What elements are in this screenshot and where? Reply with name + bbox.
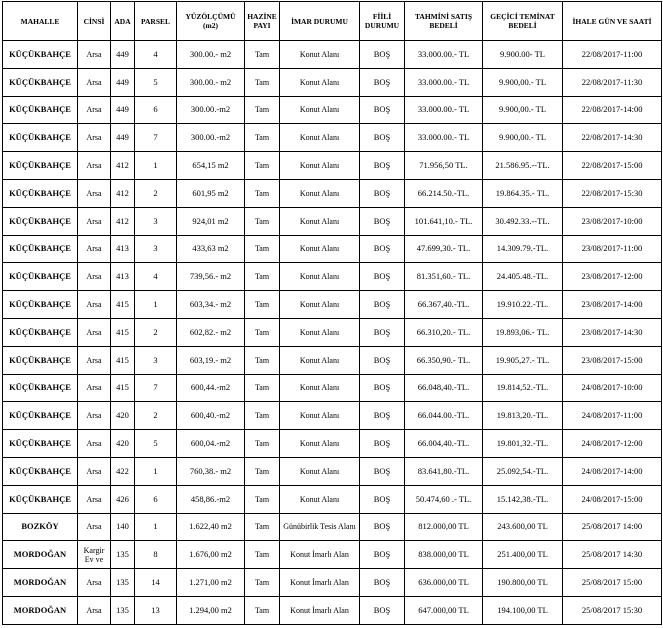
cell-gecici: 9.900,00.- TL: [483, 96, 563, 124]
cell-parsel: 13: [135, 596, 177, 624]
cell-ihale: 23/08/2017-15:00: [563, 346, 662, 374]
header-ada: ADA: [111, 2, 135, 41]
cell-gecici: 14.309.79.-TL.: [483, 235, 563, 263]
cell-tahmini: 66.048,40.-TL.: [405, 374, 483, 402]
cell-ada: 415: [111, 346, 135, 374]
cell-tahmini: 66.214.50.-TL.: [405, 179, 483, 207]
cell-imar: Konut Alanı: [280, 374, 360, 402]
cell-mahalle: KÜÇÜKBAHÇE: [3, 346, 78, 374]
cell-yuzolcumu: 739,56.- m2: [177, 263, 245, 291]
cell-cinsi: Arsa: [78, 318, 111, 346]
cell-yuzolcumu: 300.00.- m2: [177, 41, 245, 69]
cell-tahmini: 101.641,10.- TL.: [405, 207, 483, 235]
cell-fiili: BOŞ: [360, 374, 405, 402]
cell-yuzolcumu: 600,44.-m2: [177, 374, 245, 402]
cell-fiili: BOŞ: [360, 124, 405, 152]
table-row: [3, 596, 662, 624]
cell-fiili: BOŞ: [360, 96, 405, 124]
cell-tahmini: 33.000.00.- TL: [405, 41, 483, 69]
cell-ada: 422: [111, 457, 135, 485]
cell-ada: 412: [111, 179, 135, 207]
cell-cinsi: Kargir Ev ve: [78, 541, 111, 569]
cell-gecici: 9.900.00- TL: [483, 41, 563, 69]
cell-imar: Konut Alanı: [280, 207, 360, 235]
table-row: [3, 68, 662, 96]
cell-imar: Konut Alanı: [280, 291, 360, 319]
cell-yuzolcumu: 1.622,40 m2: [177, 513, 245, 541]
cell-mahalle: MORDOĞAN: [3, 541, 78, 569]
cell-cinsi: Arsa: [78, 68, 111, 96]
cell-fiili: BOŞ: [360, 263, 405, 291]
cell-fiili: BOŞ: [360, 541, 405, 569]
cell-ada: 415: [111, 318, 135, 346]
cell-ada: 420: [111, 430, 135, 458]
cell-ihale: 22/08/2017-15:30: [563, 179, 662, 207]
cell-fiili: BOŞ: [360, 41, 405, 69]
table-row: [3, 541, 662, 569]
cell-ada: 413: [111, 263, 135, 291]
cell-ada: 415: [111, 291, 135, 319]
cell-gecici: 30.492.33.--TL.: [483, 207, 563, 235]
cell-cinsi: Arsa: [78, 179, 111, 207]
cell-cinsi: Arsa: [78, 152, 111, 180]
cell-mahalle: MORDOĞAN: [3, 569, 78, 597]
cell-hazine: Tam: [245, 96, 280, 124]
cell-imar: Konut Alanı: [280, 152, 360, 180]
cell-yuzolcumu: 603,19.- m2: [177, 346, 245, 374]
cell-ihale: 22/08/2017-14:00: [563, 96, 662, 124]
cell-hazine: Tam: [245, 318, 280, 346]
cell-yuzolcumu: 760,38.- m2: [177, 457, 245, 485]
cell-mahalle: KÜÇÜKBAHÇE: [3, 235, 78, 263]
cell-ihale: 23/08/2017-14:00: [563, 291, 662, 319]
cell-yuzolcumu: 300.00.- m2: [177, 68, 245, 96]
cell-hazine: Tam: [245, 402, 280, 430]
cell-ihale: 23/08/2017-14:30: [563, 318, 662, 346]
cell-parsel: 1: [135, 513, 177, 541]
cell-gecici: 19.893,06.- TL.: [483, 318, 563, 346]
cell-fiili: BOŞ: [360, 596, 405, 624]
cell-parsel: 14: [135, 569, 177, 597]
cell-cinsi: Arsa: [78, 207, 111, 235]
cell-mahalle: KÜÇÜKBAHÇE: [3, 96, 78, 124]
cell-parsel: 3: [135, 346, 177, 374]
cell-yuzolcumu: 601,95 m2: [177, 179, 245, 207]
cell-tahmini: 647.000,00 TL: [405, 596, 483, 624]
cell-ada: 140: [111, 513, 135, 541]
cell-hazine: Tam: [245, 291, 280, 319]
cell-yuzolcumu: 1.676,00 m2: [177, 541, 245, 569]
header-cinsi: CİNSİ: [78, 2, 111, 41]
cell-gecici: 19.864.35.- TL.: [483, 179, 563, 207]
cell-imar: Konut İmarlı Alan: [280, 596, 360, 624]
cell-parsel: 5: [135, 68, 177, 96]
cell-parsel: 6: [135, 485, 177, 513]
header-imar: İMAR DURUMU: [280, 2, 360, 41]
cell-mahalle: KÜÇÜKBAHÇE: [3, 152, 78, 180]
cell-hazine: Tam: [245, 263, 280, 291]
cell-parsel: 2: [135, 179, 177, 207]
header-tahmini: TAHMİNİ SATIŞ BEDELİ: [405, 2, 483, 41]
cell-cinsi: Arsa: [78, 346, 111, 374]
cell-parsel: 7: [135, 374, 177, 402]
cell-hazine: Tam: [245, 41, 280, 69]
cell-mahalle: MORDOĞAN: [3, 596, 78, 624]
cell-fiili: BOŞ: [360, 318, 405, 346]
cell-cinsi: Arsa: [78, 485, 111, 513]
cell-gecici: 190.800,00 TL: [483, 569, 563, 597]
table-row: [3, 374, 662, 402]
cell-ada: 449: [111, 68, 135, 96]
cell-fiili: BOŞ: [360, 68, 405, 96]
table-row: [3, 96, 662, 124]
cell-gecici: 194.100,00 TL: [483, 596, 563, 624]
table-row: [3, 402, 662, 430]
cell-ihale: 24/08/2017-11:00: [563, 402, 662, 430]
cell-fiili: BOŞ: [360, 152, 405, 180]
cell-tahmini: 50.474,60 .- TL.: [405, 485, 483, 513]
auction-table: [2, 1, 662, 625]
cell-fiili: BOŞ: [360, 513, 405, 541]
cell-parsel: 3: [135, 235, 177, 263]
cell-ihale: 25/08/2017 14:00: [563, 513, 662, 541]
cell-fiili: BOŞ: [360, 346, 405, 374]
cell-ihale: 24/08/2017-15:00: [563, 485, 662, 513]
header-yuzolcumu: YÜZÖLÇÜMÜ (m2): [177, 2, 245, 41]
cell-hazine: Tam: [245, 513, 280, 541]
cell-hazine: Tam: [245, 346, 280, 374]
cell-imar: Konut Alanı: [280, 235, 360, 263]
cell-ihale: 24/08/2017-14:00: [563, 457, 662, 485]
cell-ada: 426: [111, 485, 135, 513]
cell-ihale: 23/08/2017-10:00: [563, 207, 662, 235]
cell-cinsi: Arsa: [78, 124, 111, 152]
cell-hazine: Tam: [245, 569, 280, 597]
cell-ihale: 23/08/2017-12:00: [563, 263, 662, 291]
cell-fiili: BOŞ: [360, 291, 405, 319]
cell-gecici: 19.814,52.-TL.: [483, 374, 563, 402]
cell-parsel: 6: [135, 96, 177, 124]
cell-hazine: Tam: [245, 374, 280, 402]
cell-tahmini: 33.000.00.- TL: [405, 96, 483, 124]
table-row: [3, 235, 662, 263]
cell-yuzolcumu: 924,01 m2: [177, 207, 245, 235]
cell-imar: Konut Alanı: [280, 41, 360, 69]
cell-yuzolcumu: 602,82.- m2: [177, 318, 245, 346]
cell-tahmini: 83.641,80.-TL.: [405, 457, 483, 485]
cell-mahalle: KÜÇÜKBAHÇE: [3, 124, 78, 152]
cell-ihale: 25/08/2017 15:00: [563, 569, 662, 597]
cell-imar: Konut Alanı: [280, 318, 360, 346]
cell-cinsi: Arsa: [78, 263, 111, 291]
cell-gecici: 21.586.95.--TL.: [483, 152, 563, 180]
cell-gecici: 19.813,20.-TL.: [483, 402, 563, 430]
cell-yuzolcumu: 300.00.-m2: [177, 124, 245, 152]
table-row: [3, 263, 662, 291]
cell-cinsi: Arsa: [78, 430, 111, 458]
table-row: [3, 207, 662, 235]
cell-parsel: 4: [135, 263, 177, 291]
cell-gecici: 24.405.48.-TL.: [483, 263, 563, 291]
cell-hazine: Tam: [245, 68, 280, 96]
cell-mahalle: KÜÇÜKBAHÇE: [3, 457, 78, 485]
cell-hazine: Tam: [245, 124, 280, 152]
cell-tahmini: 33.000.00.- TL: [405, 124, 483, 152]
table-row: [3, 318, 662, 346]
cell-ada: 135: [111, 541, 135, 569]
cell-tahmini: 71.956,50 TL.: [405, 152, 483, 180]
table-row: [3, 569, 662, 597]
cell-parsel: 3: [135, 207, 177, 235]
cell-gecici: 25.092,54.-TL.: [483, 457, 563, 485]
cell-imar: Konut Alanı: [280, 430, 360, 458]
cell-imar: Konut Alanı: [280, 402, 360, 430]
header-ihale: İHALE GÜN VE SAATİ: [563, 2, 662, 41]
cell-gecici: 243.600,00 TL: [483, 513, 563, 541]
cell-yuzolcumu: 1.294,00 m2: [177, 596, 245, 624]
cell-hazine: Tam: [245, 235, 280, 263]
cell-ihale: 22/08/2017-15:00: [563, 152, 662, 180]
cell-yuzolcumu: 433,63 m2: [177, 235, 245, 263]
cell-tahmini: 66.310,20.- TL.: [405, 318, 483, 346]
cell-gecici: 251.400,00 TL: [483, 541, 563, 569]
header-row: [3, 2, 662, 41]
cell-imar: Günübirlik Tesis Alanı: [280, 513, 360, 541]
cell-imar: Konut Alanı: [280, 179, 360, 207]
cell-mahalle: KÜÇÜKBAHÇE: [3, 374, 78, 402]
cell-parsel: 8: [135, 541, 177, 569]
cell-yuzolcumu: 458,86.-m2: [177, 485, 245, 513]
cell-cinsi: Arsa: [78, 513, 111, 541]
cell-fiili: BOŞ: [360, 235, 405, 263]
cell-mahalle: KÜÇÜKBAHÇE: [3, 402, 78, 430]
cell-tahmini: 33.000.00.- TL: [405, 68, 483, 96]
cell-gecici: 19.905,27.- TL.: [483, 346, 563, 374]
cell-imar: Konut Alanı: [280, 457, 360, 485]
cell-imar: Konut Alanı: [280, 96, 360, 124]
cell-gecici: 15.142,38.-TL.: [483, 485, 563, 513]
cell-hazine: Tam: [245, 207, 280, 235]
cell-ihale: 25/08/2017 15:30: [563, 596, 662, 624]
table-row: [3, 346, 662, 374]
cell-cinsi: Arsa: [78, 291, 111, 319]
cell-cinsi: Arsa: [78, 41, 111, 69]
cell-yuzolcumu: 1.271,00 m2: [177, 569, 245, 597]
cell-imar: Konut Alanı: [280, 124, 360, 152]
cell-fiili: BOŞ: [360, 569, 405, 597]
header-hazine: HAZİNE PAYI: [245, 2, 280, 41]
cell-mahalle: KÜÇÜKBAHÇE: [3, 179, 78, 207]
cell-fiili: BOŞ: [360, 179, 405, 207]
cell-cinsi: Arsa: [78, 569, 111, 597]
cell-parsel: 1: [135, 152, 177, 180]
table-row: [3, 124, 662, 152]
cell-mahalle: KÜÇÜKBAHÇE: [3, 291, 78, 319]
cell-mahalle: KÜÇÜKBAHÇE: [3, 68, 78, 96]
cell-parsel: 5: [135, 430, 177, 458]
cell-ada: 420: [111, 402, 135, 430]
cell-mahalle: KÜÇÜKBAHÇE: [3, 318, 78, 346]
cell-ada: 449: [111, 96, 135, 124]
cell-mahalle: KÜÇÜKBAHÇE: [3, 207, 78, 235]
cell-imar: Konut İmarlı Alan: [280, 541, 360, 569]
cell-yuzolcumu: 600,40.-m2: [177, 402, 245, 430]
cell-imar: Konut Alanı: [280, 485, 360, 513]
cell-ihale: 23/08/2017-11:00: [563, 235, 662, 263]
cell-hazine: Tam: [245, 485, 280, 513]
cell-yuzolcumu: 603,34.- m2: [177, 291, 245, 319]
cell-cinsi: Arsa: [78, 457, 111, 485]
cell-tahmini: 81.351,60.- TL.: [405, 263, 483, 291]
cell-ada: 413: [111, 235, 135, 263]
cell-fiili: BOŞ: [360, 402, 405, 430]
cell-parsel: 2: [135, 402, 177, 430]
cell-tahmini: 636.000,00 TL: [405, 569, 483, 597]
cell-gecici: 9.900,00.- TL: [483, 68, 563, 96]
cell-tahmini: 66.044.00.-TL.: [405, 402, 483, 430]
cell-ada: 449: [111, 41, 135, 69]
cell-cinsi: Arsa: [78, 374, 111, 402]
cell-ada: 412: [111, 207, 135, 235]
cell-ihale: 22/08/2017-14:30: [563, 124, 662, 152]
cell-ada: 412: [111, 152, 135, 180]
table-row: [3, 41, 662, 69]
header-parsel: PARSEL: [135, 2, 177, 41]
cell-gecici: 19.910.22.-TL.: [483, 291, 563, 319]
cell-yuzolcumu: 300.00.-m2: [177, 96, 245, 124]
table-row: [3, 152, 662, 180]
cell-yuzolcumu: 654,15 m2: [177, 152, 245, 180]
header-mahalle: MAHALLE: [3, 2, 78, 41]
cell-ada: 415: [111, 374, 135, 402]
cell-tahmini: 66.367,40.-TL.: [405, 291, 483, 319]
cell-hazine: Tam: [245, 596, 280, 624]
cell-tahmini: 66.350,90.- TL.: [405, 346, 483, 374]
cell-hazine: Tam: [245, 541, 280, 569]
cell-imar: Konut Alanı: [280, 68, 360, 96]
cell-ihale: 24/08/2017-10:00: [563, 374, 662, 402]
cell-parsel: 4: [135, 41, 177, 69]
cell-gecici: 19.801,32.-TL.: [483, 430, 563, 458]
cell-tahmini: 66.004,40.-TL.: [405, 430, 483, 458]
cell-mahalle: KÜÇÜKBAHÇE: [3, 430, 78, 458]
cell-ihale: 24/08/2017-12:00: [563, 430, 662, 458]
cell-mahalle: KÜÇÜKBAHÇE: [3, 485, 78, 513]
cell-ada: 135: [111, 569, 135, 597]
table-row: [3, 513, 662, 541]
header-fiili: FİİLİ DURUMU: [360, 2, 405, 41]
cell-cinsi: Arsa: [78, 596, 111, 624]
cell-hazine: Tam: [245, 152, 280, 180]
cell-parsel: 1: [135, 457, 177, 485]
cell-cinsi: Arsa: [78, 96, 111, 124]
cell-hazine: Tam: [245, 179, 280, 207]
cell-fiili: BOŞ: [360, 430, 405, 458]
cell-imar: Konut Alanı: [280, 346, 360, 374]
cell-yuzolcumu: 600,04.-m2: [177, 430, 245, 458]
cell-ada: 135: [111, 596, 135, 624]
table-row: [3, 485, 662, 513]
cell-ada: 449: [111, 124, 135, 152]
table-row: [3, 457, 662, 485]
cell-mahalle: KÜÇÜKBAHÇE: [3, 41, 78, 69]
cell-imar: Konut İmarlı Alan: [280, 569, 360, 597]
cell-cinsi: Arsa: [78, 235, 111, 263]
cell-gecici: 9.900,00.- TL: [483, 124, 563, 152]
cell-ihale: 25/08/2017 14:30: [563, 541, 662, 569]
cell-fiili: BOŞ: [360, 485, 405, 513]
cell-tahmini: 47.699,30.- TL.: [405, 235, 483, 263]
cell-tahmini: 838.000,00 TL: [405, 541, 483, 569]
table-row: [3, 179, 662, 207]
table-row: [3, 291, 662, 319]
cell-fiili: BOŞ: [360, 457, 405, 485]
cell-mahalle: KÜÇÜKBAHÇE: [3, 263, 78, 291]
cell-ihale: 22/08/2017-11:00: [563, 41, 662, 69]
cell-parsel: 2: [135, 318, 177, 346]
cell-ihale: 22/08/2017-11:30: [563, 68, 662, 96]
cell-mahalle: BOZKÖY: [3, 513, 78, 541]
cell-cinsi: Arsa: [78, 402, 111, 430]
header-gecici: GEÇİCİ TEMİNAT BEDELİ: [483, 2, 563, 41]
table-row: [3, 430, 662, 458]
cell-imar: Konut Alanı: [280, 263, 360, 291]
cell-tahmini: 812.000,00 TL: [405, 513, 483, 541]
cell-hazine: Tam: [245, 457, 280, 485]
cell-parsel: 1: [135, 291, 177, 319]
cell-hazine: Tam: [245, 430, 280, 458]
cell-fiili: BOŞ: [360, 207, 405, 235]
cell-parsel: 7: [135, 124, 177, 152]
